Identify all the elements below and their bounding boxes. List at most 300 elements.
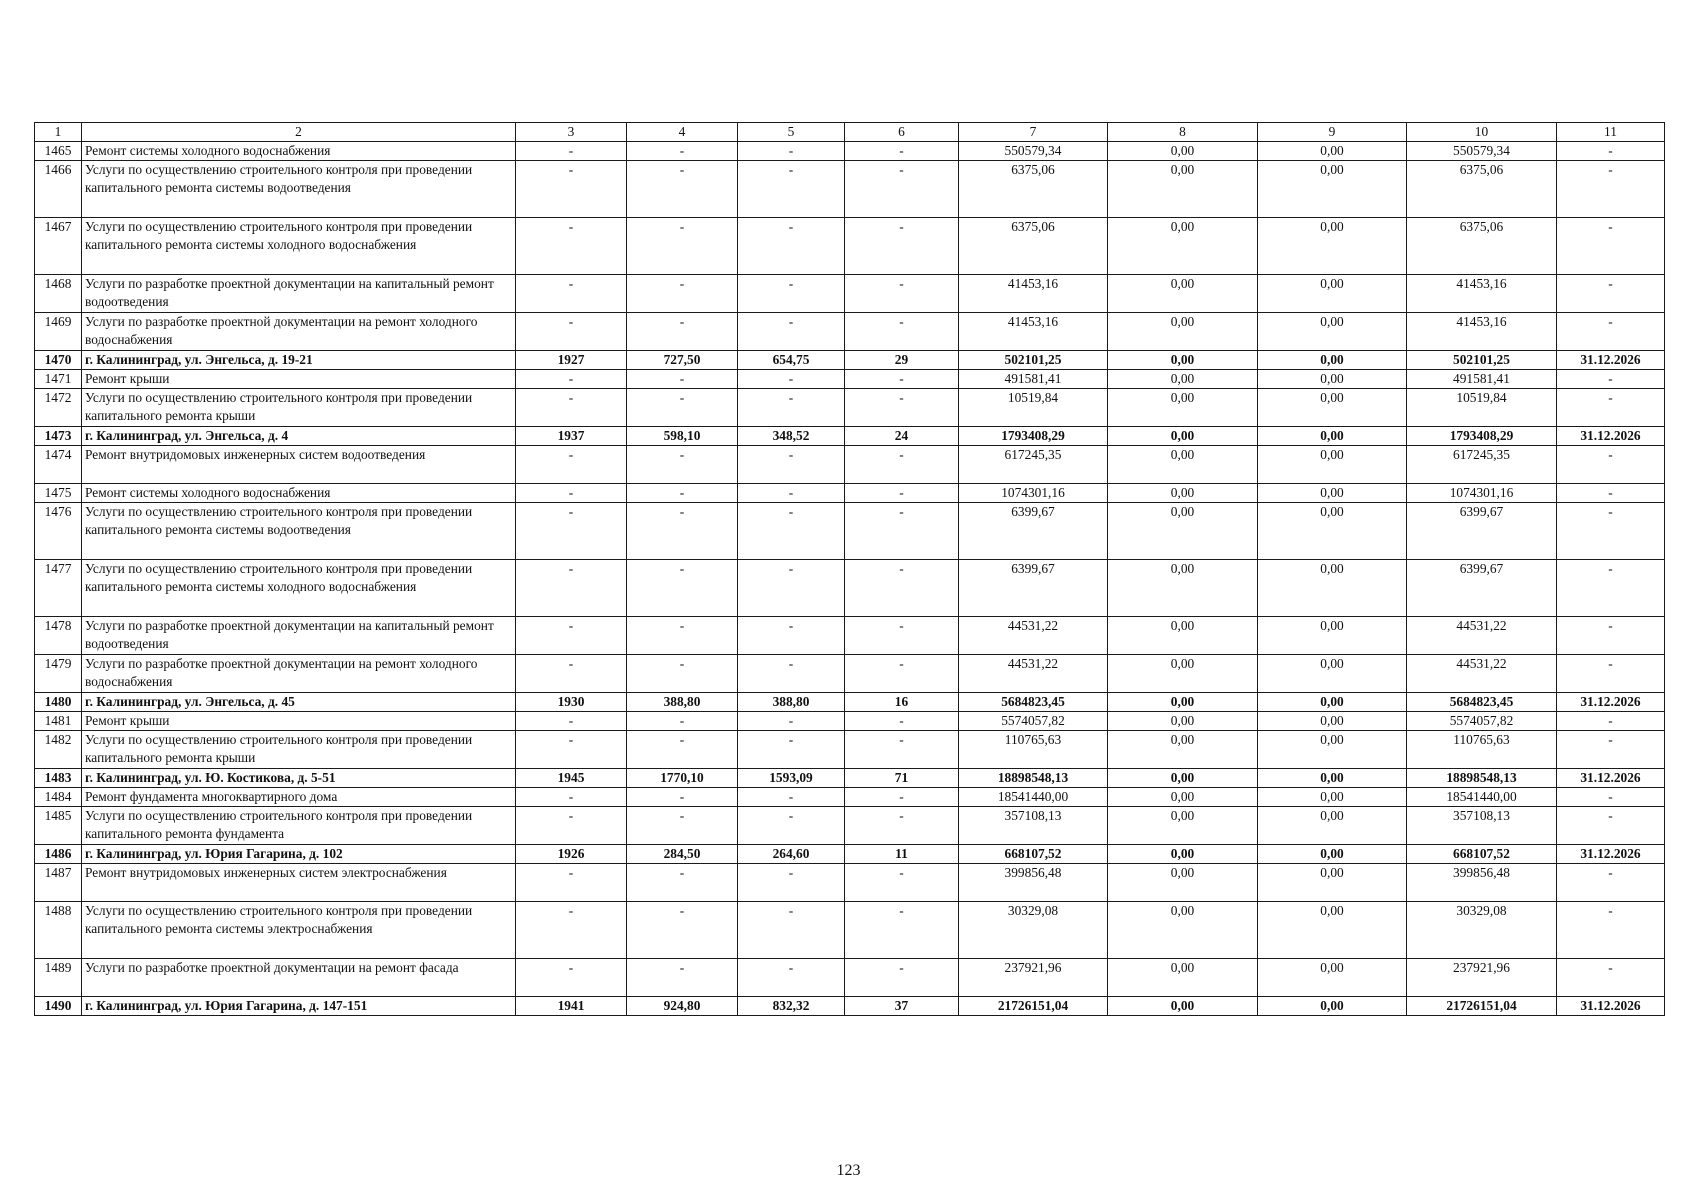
- work-row: [35, 142, 1665, 161]
- work-name: Ремонт внутридомовых инженерных систем водоотведения: [82, 446, 516, 484]
- year-cell: 1926: [516, 845, 627, 864]
- residents-cell: -: [845, 712, 959, 731]
- year-cell: 1941: [516, 997, 627, 1016]
- year-cell: -: [516, 655, 627, 693]
- fund-cell-8: 0,00: [1108, 617, 1258, 655]
- deadline-cell: -: [1557, 731, 1665, 769]
- work-name: Услуги по осуществлению строительного контроля при проведении капитального ремонта системы водоотведения: [82, 503, 516, 560]
- cost-owners-cell: 357108,13: [1407, 807, 1557, 845]
- address-row: [35, 693, 1665, 712]
- cost-total-cell: 41453,16: [959, 313, 1108, 351]
- cost-owners-cell: 110765,63: [1407, 731, 1557, 769]
- year-cell: -: [516, 218, 627, 275]
- area-total-cell: -: [627, 731, 738, 769]
- cost-owners-cell: 502101,25: [1407, 351, 1557, 370]
- work-row: [35, 617, 1665, 655]
- cost-total-cell: 399856,48: [959, 864, 1108, 902]
- fund-cell-9: 0,00: [1258, 484, 1407, 503]
- fund-cell-9: 0,00: [1258, 161, 1407, 218]
- deadline-cell: -: [1557, 959, 1665, 997]
- area-total-cell: 924,80: [627, 997, 738, 1016]
- cost-total-cell: 1793408,29: [959, 427, 1108, 446]
- row-number: 1490: [35, 997, 82, 1016]
- deadline-cell: -: [1557, 446, 1665, 484]
- work-row: [35, 313, 1665, 351]
- area-total-cell: -: [627, 389, 738, 427]
- row-number: 1482: [35, 731, 82, 769]
- row-number: 1488: [35, 902, 82, 959]
- fund-cell-8: 0,00: [1108, 275, 1258, 313]
- residents-cell: -: [845, 655, 959, 693]
- area-total-cell: 284,50: [627, 845, 738, 864]
- deadline-cell: -: [1557, 218, 1665, 275]
- cost-owners-cell: 6399,67: [1407, 503, 1557, 560]
- deadline-cell: -: [1557, 313, 1665, 351]
- fund-cell-8: 0,00: [1108, 351, 1258, 370]
- work-name: г. Калининград, ул. Юрия Гагарина, д. 102: [82, 845, 516, 864]
- area-total-cell: 598,10: [627, 427, 738, 446]
- cost-total-cell: 18541440,00: [959, 788, 1108, 807]
- work-row: [35, 389, 1665, 427]
- work-name: Услуги по осуществлению строительного контроля при проведении капитального ремонта системы водоотведения: [82, 161, 516, 218]
- fund-cell-8: 0,00: [1108, 218, 1258, 275]
- cost-total-cell: 41453,16: [959, 275, 1108, 313]
- address-row: [35, 769, 1665, 788]
- work-name: Ремонт системы холодного водоснабжения: [82, 484, 516, 503]
- area-living-cell: -: [738, 142, 845, 161]
- deadline-cell: -: [1557, 560, 1665, 617]
- fund-cell-9: 0,00: [1258, 313, 1407, 351]
- cost-owners-cell: 41453,16: [1407, 313, 1557, 351]
- cost-total-cell: 357108,13: [959, 807, 1108, 845]
- residents-cell: -: [845, 807, 959, 845]
- deadline-cell: 31.12.2026: [1557, 845, 1665, 864]
- row-number: 1465: [35, 142, 82, 161]
- row-number: 1467: [35, 218, 82, 275]
- area-total-cell: -: [627, 617, 738, 655]
- fund-cell-8: 0,00: [1108, 560, 1258, 617]
- fund-cell-9: 0,00: [1258, 712, 1407, 731]
- work-row: [35, 655, 1665, 693]
- row-number: 1471: [35, 370, 82, 389]
- work-name: Услуги по разработке проектной документации на ремонт холодного водоснабжения: [82, 313, 516, 351]
- row-number: 1472: [35, 389, 82, 427]
- fund-cell-9: 0,00: [1258, 617, 1407, 655]
- year-cell: -: [516, 788, 627, 807]
- work-name: Услуги по осуществлению строительного контроля при проведении капитального ремонта системы холодного водоснабжения: [82, 218, 516, 275]
- residents-cell: -: [845, 503, 959, 560]
- cost-total-cell: 10519,84: [959, 389, 1108, 427]
- area-total-cell: 727,50: [627, 351, 738, 370]
- cost-owners-cell: 30329,08: [1407, 902, 1557, 959]
- column-header-10: 10: [1407, 123, 1557, 142]
- work-name: Ремонт фундамента многоквартирного дома: [82, 788, 516, 807]
- area-living-cell: -: [738, 959, 845, 997]
- fund-cell-8: 0,00: [1108, 997, 1258, 1016]
- deadline-cell: -: [1557, 617, 1665, 655]
- year-cell: -: [516, 446, 627, 484]
- cost-owners-cell: 6375,06: [1407, 218, 1557, 275]
- fund-cell-9: 0,00: [1258, 959, 1407, 997]
- residents-cell: 29: [845, 351, 959, 370]
- residents-cell: -: [845, 731, 959, 769]
- cost-owners-cell: 41453,16: [1407, 275, 1557, 313]
- work-row: [35, 807, 1665, 845]
- row-number: 1466: [35, 161, 82, 218]
- cost-owners-cell: 44531,22: [1407, 617, 1557, 655]
- row-number: 1480: [35, 693, 82, 712]
- cost-owners-cell: 10519,84: [1407, 389, 1557, 427]
- work-row: [35, 503, 1665, 560]
- fund-cell-8: 0,00: [1108, 902, 1258, 959]
- residents-cell: -: [845, 218, 959, 275]
- residents-cell: 24: [845, 427, 959, 446]
- year-cell: -: [516, 712, 627, 731]
- cost-owners-cell: 491581,41: [1407, 370, 1557, 389]
- fund-cell-8: 0,00: [1108, 788, 1258, 807]
- fund-cell-8: 0,00: [1108, 693, 1258, 712]
- fund-cell-9: 0,00: [1258, 845, 1407, 864]
- area-total-cell: -: [627, 807, 738, 845]
- cost-total-cell: 237921,96: [959, 959, 1108, 997]
- cost-total-cell: 110765,63: [959, 731, 1108, 769]
- area-living-cell: -: [738, 731, 845, 769]
- fund-cell-9: 0,00: [1258, 218, 1407, 275]
- area-living-cell: -: [738, 313, 845, 351]
- work-name: Услуги по осуществлению строительного контроля при проведении капитального ремонта крыши: [82, 389, 516, 427]
- area-living-cell: 1593,09: [738, 769, 845, 788]
- year-cell: -: [516, 313, 627, 351]
- work-row: [35, 959, 1665, 997]
- area-total-cell: -: [627, 142, 738, 161]
- row-number: 1489: [35, 959, 82, 997]
- fund-cell-9: 0,00: [1258, 693, 1407, 712]
- year-cell: 1945: [516, 769, 627, 788]
- year-cell: 1927: [516, 351, 627, 370]
- cost-owners-cell: 18898548,13: [1407, 769, 1557, 788]
- fund-cell-9: 0,00: [1258, 769, 1407, 788]
- fund-cell-9: 0,00: [1258, 446, 1407, 484]
- area-living-cell: -: [738, 370, 845, 389]
- row-number: 1486: [35, 845, 82, 864]
- area-living-cell: -: [738, 807, 845, 845]
- work-name: Ремонт крыши: [82, 712, 516, 731]
- area-total-cell: -: [627, 902, 738, 959]
- column-header-11: 11: [1557, 123, 1665, 142]
- area-total-cell: -: [627, 864, 738, 902]
- cost-total-cell: 44531,22: [959, 617, 1108, 655]
- row-number: 1484: [35, 788, 82, 807]
- work-name: Услуги по разработке проектной документации на капитальный ремонт водоотведения: [82, 275, 516, 313]
- cost-total-cell: 6375,06: [959, 218, 1108, 275]
- row-number: 1481: [35, 712, 82, 731]
- address-row: [35, 351, 1665, 370]
- fund-cell-8: 0,00: [1108, 845, 1258, 864]
- year-cell: -: [516, 142, 627, 161]
- fund-cell-8: 0,00: [1108, 370, 1258, 389]
- cost-total-cell: 6399,67: [959, 503, 1108, 560]
- fund-cell-9: 0,00: [1258, 389, 1407, 427]
- cost-owners-cell: 5574057,82: [1407, 712, 1557, 731]
- work-name: Ремонт системы холодного водоснабжения: [82, 142, 516, 161]
- column-header-1: 1: [35, 123, 82, 142]
- work-row: [35, 161, 1665, 218]
- cost-owners-cell: 1793408,29: [1407, 427, 1557, 446]
- deadline-cell: -: [1557, 389, 1665, 427]
- residents-cell: -: [845, 275, 959, 313]
- area-total-cell: -: [627, 370, 738, 389]
- area-living-cell: -: [738, 161, 845, 218]
- residents-cell: 37: [845, 997, 959, 1016]
- fund-cell-8: 0,00: [1108, 731, 1258, 769]
- row-number: 1470: [35, 351, 82, 370]
- work-row: [35, 446, 1665, 484]
- deadline-cell: -: [1557, 712, 1665, 731]
- work-name: Ремонт крыши: [82, 370, 516, 389]
- fund-cell-9: 0,00: [1258, 503, 1407, 560]
- deadline-cell: 31.12.2026: [1557, 427, 1665, 446]
- work-row: [35, 864, 1665, 902]
- deadline-cell: 31.12.2026: [1557, 351, 1665, 370]
- work-name: Услуги по осуществлению строительного контроля при проведении капитального ремонта системы электроснабжения: [82, 902, 516, 959]
- fund-cell-8: 0,00: [1108, 503, 1258, 560]
- cost-total-cell: 44531,22: [959, 655, 1108, 693]
- row-number: 1468: [35, 275, 82, 313]
- column-header-2: 2: [82, 123, 516, 142]
- area-total-cell: 388,80: [627, 693, 738, 712]
- area-living-cell: -: [738, 389, 845, 427]
- fund-cell-8: 0,00: [1108, 712, 1258, 731]
- cost-total-cell: 491581,41: [959, 370, 1108, 389]
- year-cell: -: [516, 617, 627, 655]
- year-cell: 1937: [516, 427, 627, 446]
- work-row: [35, 902, 1665, 959]
- row-number: 1474: [35, 446, 82, 484]
- year-cell: -: [516, 864, 627, 902]
- work-row: [35, 275, 1665, 313]
- year-cell: -: [516, 503, 627, 560]
- fund-cell-8: 0,00: [1108, 427, 1258, 446]
- cost-total-cell: 18898548,13: [959, 769, 1108, 788]
- year-cell: -: [516, 484, 627, 503]
- cost-total-cell: 5574057,82: [959, 712, 1108, 731]
- work-row: [35, 731, 1665, 769]
- fund-cell-9: 0,00: [1258, 902, 1407, 959]
- area-total-cell: -: [627, 484, 738, 503]
- work-name: Услуги по разработке проектной документации на ремонт фасада: [82, 959, 516, 997]
- area-total-cell: 1770,10: [627, 769, 738, 788]
- fund-cell-8: 0,00: [1108, 807, 1258, 845]
- residents-cell: -: [845, 389, 959, 427]
- deadline-cell: -: [1557, 370, 1665, 389]
- fund-cell-8: 0,00: [1108, 142, 1258, 161]
- deadline-cell: -: [1557, 142, 1665, 161]
- cost-owners-cell: 44531,22: [1407, 655, 1557, 693]
- deadline-cell: -: [1557, 484, 1665, 503]
- area-total-cell: -: [627, 161, 738, 218]
- address-row: [35, 845, 1665, 864]
- table-body: [35, 123, 1665, 1016]
- year-cell: -: [516, 275, 627, 313]
- residents-cell: -: [845, 617, 959, 655]
- area-living-cell: -: [738, 503, 845, 560]
- fund-cell-9: 0,00: [1258, 864, 1407, 902]
- area-total-cell: -: [627, 959, 738, 997]
- fund-cell-8: 0,00: [1108, 864, 1258, 902]
- area-living-cell: -: [738, 788, 845, 807]
- work-row: [35, 370, 1665, 389]
- area-total-cell: -: [627, 218, 738, 275]
- area-living-cell: -: [738, 902, 845, 959]
- deadline-cell: -: [1557, 864, 1665, 902]
- fund-cell-9: 0,00: [1258, 351, 1407, 370]
- fund-cell-9: 0,00: [1258, 370, 1407, 389]
- cost-total-cell: 502101,25: [959, 351, 1108, 370]
- fund-cell-8: 0,00: [1108, 161, 1258, 218]
- area-living-cell: -: [738, 560, 845, 617]
- work-row: [35, 788, 1665, 807]
- column-header-5: 5: [738, 123, 845, 142]
- fund-cell-9: 0,00: [1258, 788, 1407, 807]
- fund-cell-9: 0,00: [1258, 807, 1407, 845]
- row-number: 1476: [35, 503, 82, 560]
- cost-owners-cell: 1074301,16: [1407, 484, 1557, 503]
- column-header-4: 4: [627, 123, 738, 142]
- residents-cell: -: [845, 161, 959, 218]
- row-number: 1473: [35, 427, 82, 446]
- area-total-cell: -: [627, 560, 738, 617]
- cost-owners-cell: 18541440,00: [1407, 788, 1557, 807]
- work-name: г. Калининград, ул. Энгельса, д. 4: [82, 427, 516, 446]
- year-cell: -: [516, 902, 627, 959]
- year-cell: -: [516, 807, 627, 845]
- residents-cell: -: [845, 788, 959, 807]
- cost-total-cell: 6399,67: [959, 560, 1108, 617]
- area-living-cell: -: [738, 218, 845, 275]
- column-header-8: 8: [1108, 123, 1258, 142]
- residents-cell: -: [845, 902, 959, 959]
- deadline-cell: -: [1557, 655, 1665, 693]
- deadline-cell: 31.12.2026: [1557, 693, 1665, 712]
- fund-cell-9: 0,00: [1258, 997, 1407, 1016]
- area-total-cell: -: [627, 655, 738, 693]
- deadline-cell: -: [1557, 902, 1665, 959]
- fund-cell-9: 0,00: [1258, 560, 1407, 617]
- row-number: 1478: [35, 617, 82, 655]
- residents-cell: -: [845, 560, 959, 617]
- cost-owners-cell: 6375,06: [1407, 161, 1557, 218]
- residents-cell: -: [845, 864, 959, 902]
- deadline-cell: 31.12.2026: [1557, 997, 1665, 1016]
- year-cell: -: [516, 959, 627, 997]
- deadline-cell: -: [1557, 503, 1665, 560]
- work-row: [35, 484, 1665, 503]
- work-name: г. Калининград, ул. Ю. Костикова, д. 5-51: [82, 769, 516, 788]
- residents-cell: -: [845, 370, 959, 389]
- work-name: г. Калининград, ул. Энгельса, д. 19-21: [82, 351, 516, 370]
- area-total-cell: -: [627, 446, 738, 484]
- deadline-cell: -: [1557, 788, 1665, 807]
- fund-cell-9: 0,00: [1258, 427, 1407, 446]
- fund-cell-9: 0,00: [1258, 142, 1407, 161]
- cost-total-cell: 5684823,45: [959, 693, 1108, 712]
- area-living-cell: -: [738, 864, 845, 902]
- fund-cell-8: 0,00: [1108, 313, 1258, 351]
- year-cell: -: [516, 370, 627, 389]
- fund-cell-8: 0,00: [1108, 655, 1258, 693]
- year-cell: -: [516, 161, 627, 218]
- area-total-cell: -: [627, 275, 738, 313]
- row-number: 1469: [35, 313, 82, 351]
- cost-total-cell: 668107,52: [959, 845, 1108, 864]
- fund-cell-8: 0,00: [1108, 389, 1258, 427]
- deadline-cell: -: [1557, 807, 1665, 845]
- work-name: Услуги по разработке проектной документации на ремонт холодного водоснабжения: [82, 655, 516, 693]
- work-row: [35, 560, 1665, 617]
- area-living-cell: 264,60: [738, 845, 845, 864]
- area-total-cell: -: [627, 503, 738, 560]
- work-name: Услуги по осуществлению строительного контроля при проведении капитального ремонта крыши: [82, 731, 516, 769]
- row-number: 1479: [35, 655, 82, 693]
- deadline-cell: -: [1557, 275, 1665, 313]
- cost-owners-cell: 550579,34: [1407, 142, 1557, 161]
- column-header-6: 6: [845, 123, 959, 142]
- work-name: Услуги по осуществлению строительного контроля при проведении капитального ремонта системы холодного водоснабжения: [82, 560, 516, 617]
- fund-cell-8: 0,00: [1108, 484, 1258, 503]
- area-total-cell: -: [627, 788, 738, 807]
- cost-total-cell: 30329,08: [959, 902, 1108, 959]
- residents-cell: 71: [845, 769, 959, 788]
- fund-cell-9: 0,00: [1258, 655, 1407, 693]
- column-header-3: 3: [516, 123, 627, 142]
- area-living-cell: -: [738, 655, 845, 693]
- column-header-9: 9: [1258, 123, 1407, 142]
- year-cell: -: [516, 389, 627, 427]
- residents-cell: -: [845, 313, 959, 351]
- residents-cell: -: [845, 959, 959, 997]
- fund-cell-8: 0,00: [1108, 769, 1258, 788]
- works-table: [34, 122, 1665, 1016]
- cost-owners-cell: 668107,52: [1407, 845, 1557, 864]
- cost-total-cell: 617245,35: [959, 446, 1108, 484]
- residents-cell: -: [845, 142, 959, 161]
- cost-owners-cell: 6399,67: [1407, 560, 1557, 617]
- work-name: Услуги по осуществлению строительного контроля при проведении капитального ремонта фундамента: [82, 807, 516, 845]
- year-cell: 1930: [516, 693, 627, 712]
- cost-owners-cell: 399856,48: [1407, 864, 1557, 902]
- work-name: г. Калининград, ул. Энгельса, д. 45: [82, 693, 516, 712]
- fund-cell-9: 0,00: [1258, 275, 1407, 313]
- fund-cell-9: 0,00: [1258, 731, 1407, 769]
- row-number: 1483: [35, 769, 82, 788]
- address-row: [35, 997, 1665, 1016]
- area-living-cell: 654,75: [738, 351, 845, 370]
- area-total-cell: -: [627, 712, 738, 731]
- cost-total-cell: 21726151,04: [959, 997, 1108, 1016]
- residents-cell: 16: [845, 693, 959, 712]
- cost-owners-cell: 5684823,45: [1407, 693, 1557, 712]
- cost-total-cell: 550579,34: [959, 142, 1108, 161]
- deadline-cell: -: [1557, 161, 1665, 218]
- row-number: 1477: [35, 560, 82, 617]
- row-number: 1475: [35, 484, 82, 503]
- year-cell: -: [516, 731, 627, 769]
- row-number: 1485: [35, 807, 82, 845]
- year-cell: -: [516, 560, 627, 617]
- header-row: [35, 123, 1665, 142]
- cost-total-cell: 6375,06: [959, 161, 1108, 218]
- cost-owners-cell: 237921,96: [1407, 959, 1557, 997]
